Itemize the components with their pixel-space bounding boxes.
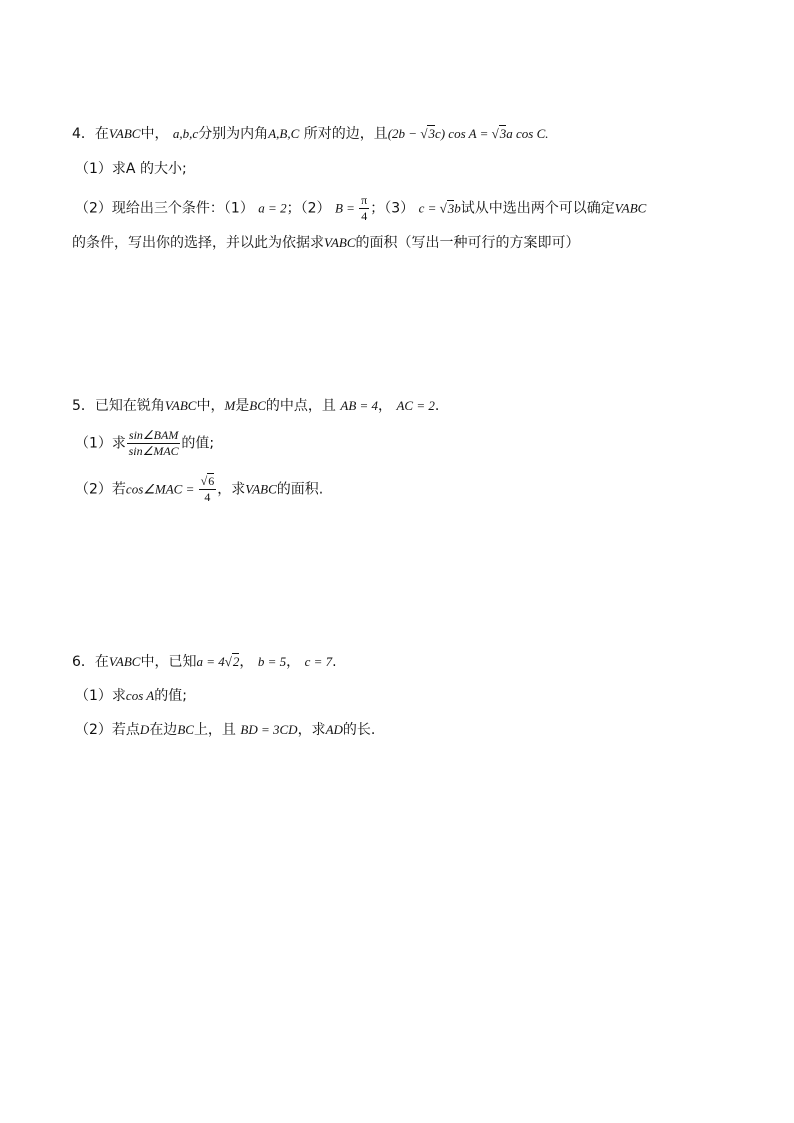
q4-part1: （1）求A 的大小; [75,161,187,177]
triangle-label: VABC [108,126,141,141]
equation: (2b − √3c) cos A = √3a cos C. [387,126,549,141]
q5-part1: （1）求 $\frac{\text{sin∠BAM}}{\text{sin∠MAC}}$ 的值; [75,428,215,458]
q5-line1: 5．已知在锐角VABC中，M是BC的中点，且 AB = 4， AC = 2. [72,398,440,414]
q5-number: 5． [72,398,95,414]
q4-part2-line1: （2）现给出三个条件：（1） a = 2；（2） B = $\frac{\pi}{4}$ ；（3） c = √3b试从中选出两个可以确定VABC [75,193,647,223]
q4-part2-line2: 的条件，写出你的选择，并以此为依据求VABC的面积（写出一种可行的方案即可） [72,235,580,251]
pi-over-4-fraction: $\frac{\pi}{4}$ [361,193,368,223]
q6-number: 6． [72,654,95,670]
q5-part2: （2）若cos∠MAC = $\frac{√6}{4}$ ，求VABC的面积. [75,474,324,504]
q6-part2: （2）若点D在边BC上，且 BD = 3CD，求AD的长. [75,722,376,738]
q4-number: 4． [72,126,95,142]
q4-line1: 4．在VABC中， a,b,c分别为内角A,B,C 所对的边，且(2b − √3c) cos A = √3a cos C. [72,126,549,142]
q6-line1: 6．在VABC中，已知a = 4√2， b = 5， c = 7. [72,654,337,670]
sine-ratio-fraction: $\frac{\text{sin∠BAM}}{\text{sin∠MAC}}$ [128,428,179,458]
q6-part1: （1）求cos A的值; [75,688,187,704]
root6-over-4-fraction: $\frac{√6}{4}$ [200,474,215,504]
